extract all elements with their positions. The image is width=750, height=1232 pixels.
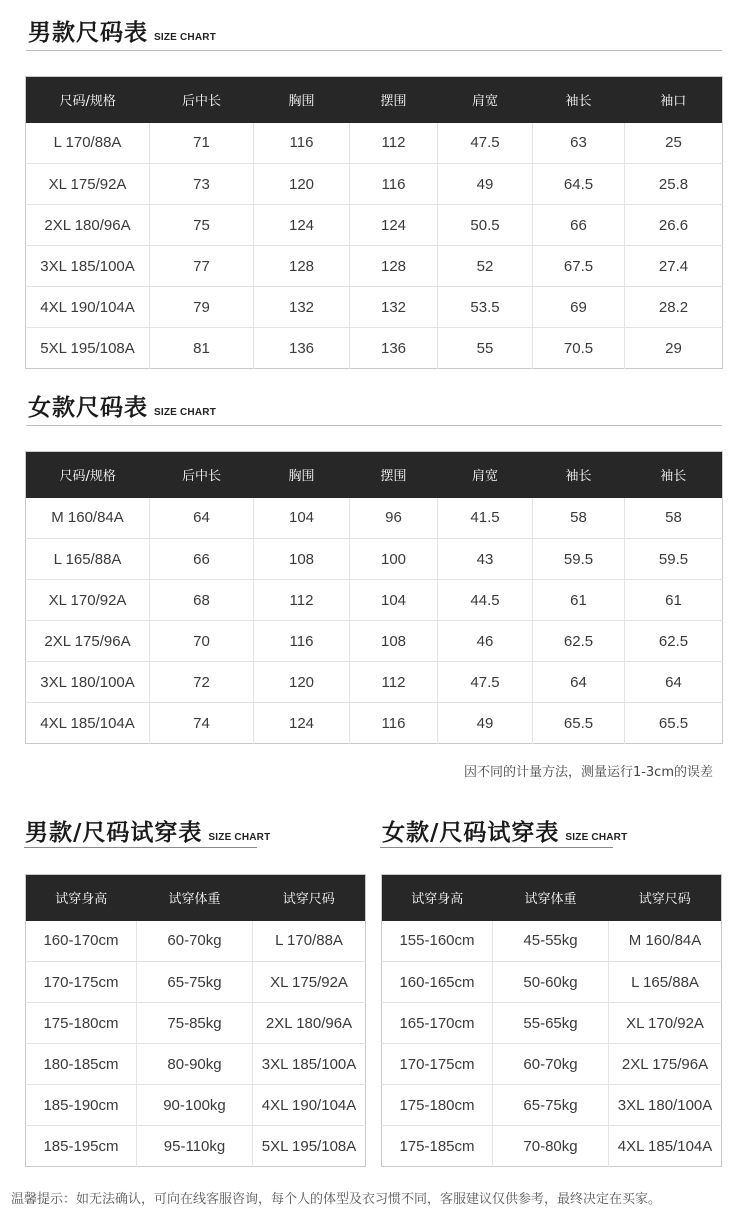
table-cell: 46: [438, 621, 533, 662]
table-cell: L 165/88A: [26, 539, 150, 580]
table-cell: 185-195cm: [26, 1126, 137, 1167]
mens-tryon-heading: [25, 814, 270, 847]
table-cell: 2XL 180/96A: [26, 205, 150, 246]
table-cell: 116: [254, 621, 350, 662]
column-header: 后中长: [150, 452, 254, 498]
table-cell: 185-190cm: [26, 1085, 137, 1126]
table-cell: 49: [438, 703, 533, 744]
womens-tryon-heading: [382, 814, 627, 847]
table-cell: 25: [625, 123, 723, 164]
table-row: [26, 539, 723, 580]
table-row: [26, 703, 723, 744]
table-cell: 64: [533, 662, 625, 703]
mens-chart-heading: [28, 14, 216, 47]
table-row: [382, 1085, 722, 1126]
table-cell: 5XL 195/108A: [253, 1126, 366, 1167]
mens-chart-title: 男款尺码表: [28, 20, 148, 46]
table-row: [382, 921, 722, 962]
table-cell: 116: [350, 164, 438, 205]
table-cell: 26.6: [625, 205, 723, 246]
table-row: [26, 580, 723, 621]
womens-tryon-subtitle: SIZE CHART: [565, 832, 628, 843]
table-cell: L 170/88A: [253, 921, 366, 962]
table-cell: 175-185cm: [382, 1126, 493, 1167]
table-cell: 108: [350, 621, 438, 662]
table-cell: 28.2: [625, 287, 723, 328]
table-cell: 4XL 190/104A: [26, 287, 150, 328]
table-row: [382, 1044, 722, 1085]
womens-tryon-title: 女款/尺码试穿表: [382, 820, 560, 846]
footer-tip: 温馨提示：如无法确认，可向在线客服咨询，每个人的体型及衣习惯不同，客服建议仅供参考，最终决定在买家。: [11, 1192, 662, 1207]
table-cell: XL 170/92A: [609, 1003, 722, 1044]
table-cell: 45-55kg: [493, 921, 609, 962]
table-cell: M 160/84A: [51, 509, 124, 527]
table-cell: 65.5: [533, 703, 625, 744]
table-row: [26, 1003, 366, 1044]
table-row: [26, 205, 723, 246]
table-cell: 25.8: [625, 164, 723, 205]
header-row: [26, 77, 723, 123]
table-cell: 112: [350, 662, 438, 703]
header-row: [26, 875, 366, 921]
table-cell: 61: [625, 580, 723, 621]
table-cell: 43: [438, 539, 533, 580]
table-cell: 128: [254, 246, 350, 287]
table-cell: 64: [625, 662, 723, 703]
table-cell: 62.5: [533, 621, 625, 662]
column-header: 试穿身高: [26, 875, 137, 921]
table-cell: 3XL 185/100A: [26, 246, 150, 287]
table-cell: 29: [625, 328, 723, 369]
table-row: [26, 287, 723, 328]
table-row: [26, 123, 723, 164]
table-cell: 124: [254, 205, 350, 246]
table-cell: 132: [350, 287, 438, 328]
table-row: [26, 246, 723, 287]
table-cell: 60-70kg: [137, 921, 253, 962]
table-cell: 70: [150, 621, 254, 662]
column-header: 试穿体重: [493, 875, 609, 921]
mens-tryon-divider: [24, 847, 257, 848]
table-cell: 136: [350, 328, 438, 369]
table-cell: 175-180cm: [26, 1003, 137, 1044]
column-header: 袖口: [625, 77, 723, 123]
column-header: 肩宽: [438, 77, 533, 123]
womens-size-table: [25, 451, 723, 744]
table-cell: 47.5: [438, 123, 533, 164]
table-cell: 53.5: [438, 287, 533, 328]
table-cell: 5XL 195/108A: [26, 328, 150, 369]
womens-chart-title: 女款尺码表: [28, 395, 148, 421]
column-header: 尺码/规格: [26, 452, 150, 498]
table-cell: 81: [150, 328, 254, 369]
table-cell: 79: [150, 287, 254, 328]
table-cell: 62.5: [625, 621, 723, 662]
column-header: 胸围: [254, 452, 350, 498]
womens-tryon-divider: [380, 847, 613, 848]
table-cell: 3XL 185/100A: [253, 1044, 366, 1085]
measurement-note: 因不同的计量方法，测量运行1-3cm的误差: [463, 765, 713, 780]
table-row: [26, 164, 723, 205]
table-cell: 75: [150, 205, 254, 246]
table-cell: 96: [350, 498, 438, 539]
table-cell: 66: [533, 205, 625, 246]
table-cell: 67.5: [533, 246, 625, 287]
column-header: 摆围: [350, 452, 438, 498]
table-cell: 124: [254, 703, 350, 744]
mens-chart-subtitle: SIZE CHART: [154, 32, 216, 43]
column-header: 后中长: [150, 77, 254, 123]
table-cell: L 165/88A: [609, 962, 722, 1003]
table-cell: 2XL 175/96A: [26, 621, 150, 662]
table-cell: 47.5: [438, 662, 533, 703]
mens-chart-divider: [26, 50, 722, 51]
table-cell: 72: [150, 662, 254, 703]
table-cell: 4XL 185/104A: [609, 1126, 722, 1167]
table-cell: 49: [438, 164, 533, 205]
header-row: [26, 452, 723, 498]
table-cell: 4XL 190/104A: [253, 1085, 366, 1126]
womens-chart-divider: [26, 425, 722, 426]
table-cell: 3XL 180/100A: [26, 662, 150, 703]
table-row: [26, 1044, 366, 1085]
table-cell: 68: [150, 580, 254, 621]
table-cell: 70.5: [533, 328, 625, 369]
column-header: 试穿身高: [382, 875, 493, 921]
womens-chart-heading: [28, 389, 216, 422]
mens-tryon-table: [25, 874, 366, 1167]
table-row: [26, 621, 723, 662]
column-header: 袖长: [533, 77, 625, 123]
table-cell: 65.5: [625, 703, 723, 744]
mens-size-table: [25, 76, 723, 369]
table-cell: 4XL 185/104A: [26, 703, 150, 744]
table-cell: 165-170cm: [382, 1003, 493, 1044]
table-cell: 65-75kg: [493, 1085, 609, 1126]
table-cell: 2XL 180/96A: [253, 1003, 366, 1044]
column-header: 试穿尺码: [253, 875, 366, 921]
table-cell: 180-185cm: [26, 1044, 137, 1085]
table-cell: 65-75kg: [137, 962, 253, 1003]
table-cell: 64.5: [533, 164, 625, 205]
table-cell: 73: [150, 164, 254, 205]
table-cell: 59.5: [533, 539, 625, 580]
column-header: 试穿体重: [137, 875, 253, 921]
table-row: [26, 662, 723, 703]
table-cell: 66: [150, 539, 254, 580]
table-cell: 55-65kg: [493, 1003, 609, 1044]
table-cell: 60-70kg: [493, 1044, 609, 1085]
table-cell: 120: [254, 662, 350, 703]
table-cell: 160-165cm: [382, 962, 493, 1003]
column-header: 试穿尺码: [609, 875, 722, 921]
table-row: [26, 962, 366, 1003]
table-row: [26, 328, 723, 369]
table-cell: 71: [150, 123, 254, 164]
table-cell: 116: [350, 703, 438, 744]
table-row: [26, 921, 366, 962]
table-cell: 52: [438, 246, 533, 287]
table-cell: 108: [254, 539, 350, 580]
table-cell: 70-80kg: [493, 1126, 609, 1167]
table-row: [26, 1126, 366, 1167]
table-cell: L 170/88A: [53, 134, 122, 152]
table-cell: 112: [254, 580, 350, 621]
table-cell: 44.5: [438, 580, 533, 621]
table-cell: 80-90kg: [137, 1044, 253, 1085]
table-cell: 100: [350, 539, 438, 580]
table-cell: 175-180cm: [382, 1085, 493, 1126]
table-cell: 74: [150, 703, 254, 744]
table-cell: 50-60kg: [493, 962, 609, 1003]
table-cell: 155-160cm: [399, 932, 475, 950]
table-cell: 170-175cm: [26, 962, 137, 1003]
table-cell: 2XL 175/96A: [609, 1044, 722, 1085]
table-cell: 104: [254, 498, 350, 539]
table-cell: 136: [254, 328, 350, 369]
table-cell: 58: [533, 498, 625, 539]
table-cell: 120: [254, 164, 350, 205]
table-cell: 77: [150, 246, 254, 287]
table-cell: 170-175cm: [382, 1044, 493, 1085]
column-header: 肩宽: [438, 452, 533, 498]
table-cell: 63: [533, 123, 625, 164]
table-cell: 64: [150, 498, 254, 539]
table-cell: 104: [350, 580, 438, 621]
womens-chart-subtitle: SIZE CHART: [154, 407, 216, 418]
table-cell: 75-85kg: [137, 1003, 253, 1044]
mens-tryon-title: 男款/尺码试穿表: [25, 820, 203, 846]
table-cell: XL 175/92A: [26, 164, 150, 205]
table-cell: 95-110kg: [137, 1126, 253, 1167]
table-cell: 27.4: [625, 246, 723, 287]
table-cell: 59.5: [625, 539, 723, 580]
table-cell: 90-100kg: [137, 1085, 253, 1126]
table-cell: 3XL 180/100A: [609, 1085, 722, 1126]
table-cell: 116: [254, 123, 350, 164]
table-row: [26, 498, 723, 539]
table-row: [382, 962, 722, 1003]
table-cell: 61: [533, 580, 625, 621]
header-row: [382, 875, 722, 921]
table-cell: 124: [350, 205, 438, 246]
table-cell: 58: [625, 498, 723, 539]
table-cell: XL 170/92A: [26, 580, 150, 621]
table-cell: 112: [350, 123, 438, 164]
table-cell: 160-170cm: [43, 932, 119, 950]
womens-tryon-table: [381, 874, 722, 1167]
table-cell: 55: [438, 328, 533, 369]
table-row: [26, 1085, 366, 1126]
table-row: [382, 1126, 722, 1167]
column-header: 胸围: [254, 77, 350, 123]
table-cell: 50.5: [438, 205, 533, 246]
column-header: 摆围: [350, 77, 438, 123]
table-cell: 128: [350, 246, 438, 287]
table-cell: M 160/84A: [609, 921, 722, 962]
table-row: [382, 1003, 722, 1044]
table-cell: 69: [533, 287, 625, 328]
table-cell: XL 175/92A: [253, 962, 366, 1003]
column-header: 尺码/规格: [26, 77, 150, 123]
column-header: 袖长: [625, 452, 723, 498]
table-cell: 132: [254, 287, 350, 328]
column-header: 袖长: [533, 452, 625, 498]
table-cell: 41.5: [438, 498, 533, 539]
mens-tryon-subtitle: SIZE CHART: [208, 832, 271, 843]
